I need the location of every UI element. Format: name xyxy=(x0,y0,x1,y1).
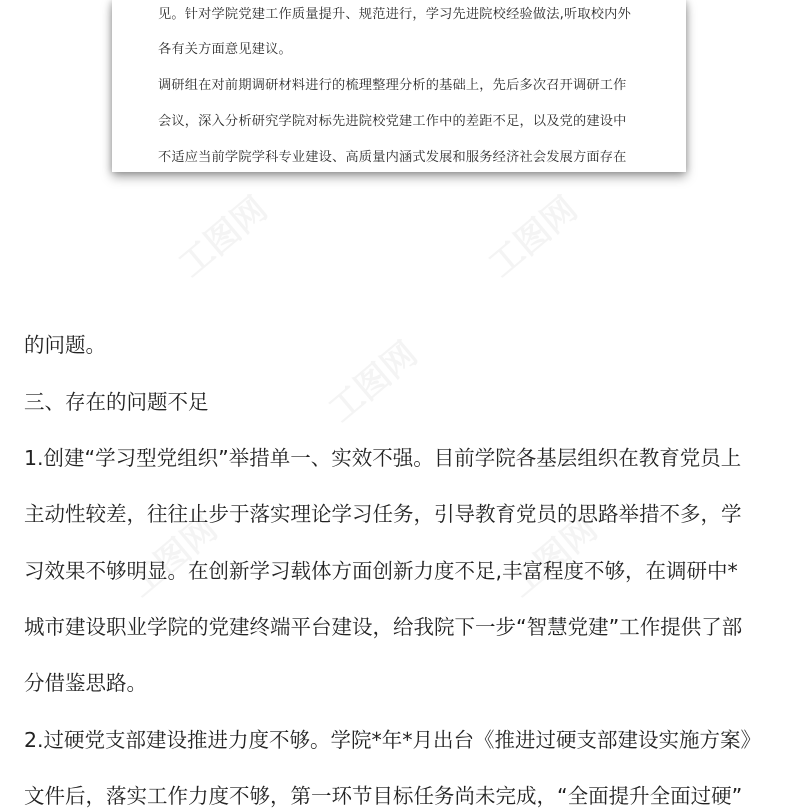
body-line: 1.创建“学习型党组织”举措单一、实效不强。目前学院各基层组织在教育党员上 xyxy=(24,446,742,470)
card-line: 会议，深入分析研究学院对标先进院校党建工作中的差距不足，以及党的建设中 xyxy=(158,114,627,129)
card-line: 见。针对学院党建工作质量提升、规范进行，学习先进院校经验做法,听取校内外 xyxy=(158,7,631,22)
body-line: 分借鉴思路。 xyxy=(24,671,147,695)
body-line: 城市建设职业学院的党建终端平台建设，给我院下一步“智慧党建”工作提供了部 xyxy=(24,615,743,639)
watermark: 工图网 xyxy=(321,334,426,431)
section-heading: 三、存在的问题不足 xyxy=(24,390,209,414)
body-line: 的问题。 xyxy=(24,333,106,357)
card-line: 不适应当前学院学科专业建设、高质量内涵式发展和服务经济社会发展方面存在 xyxy=(158,150,627,165)
body-line: 文件后，落实工作力度不够，第一环节目标任务尚未完成，“全面提升全面过硬” xyxy=(24,784,743,808)
body-line: 主动性较差，往往止步于落实理论学习任务，引导教育党员的思路举措不多，学 xyxy=(24,502,742,526)
watermark: 工图网 xyxy=(171,189,276,286)
watermark: 工图网 xyxy=(481,189,586,286)
body-line: 2.过硬党支部建设推进力度不够。学院*年*月出台《推进过硬支部建设实施方案》 xyxy=(24,728,762,752)
watermark: 工图网 xyxy=(121,509,226,606)
watermark: 工图网 xyxy=(501,509,606,606)
document-preview-card xyxy=(112,0,686,172)
card-line: 调研组在对前期调研材料进行的梳理整理分析的基础上，先后多次召开调研工作 xyxy=(158,78,627,93)
body-line: 习效果不够明显。在创新学习载体方面创新力度不足,丰富程度不够，在调研中* xyxy=(24,559,738,583)
card-line: 各有关方面意见建议。 xyxy=(158,42,292,57)
